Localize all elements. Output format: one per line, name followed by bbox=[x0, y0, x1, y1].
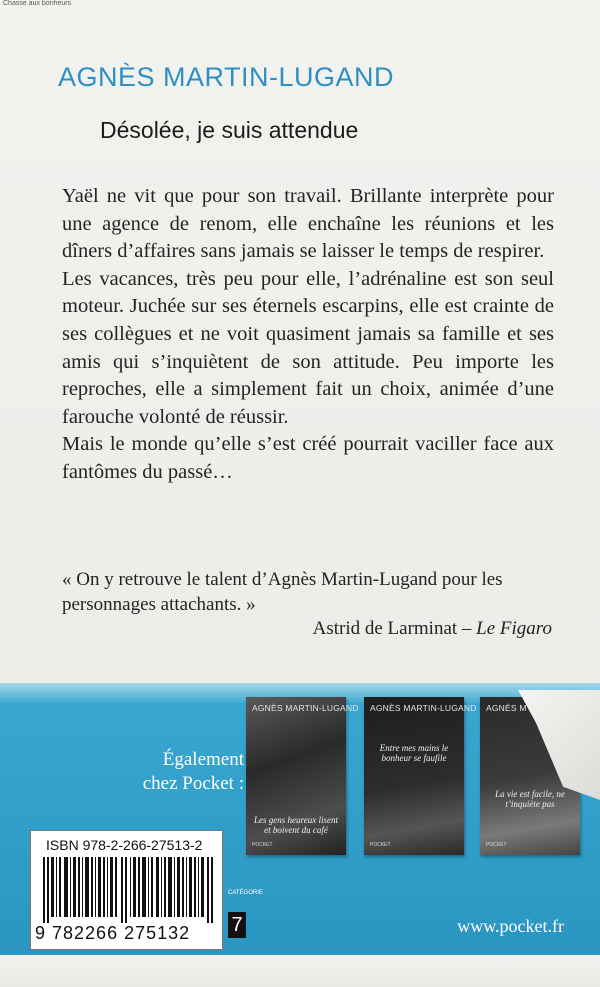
quote-attribution bbox=[313, 618, 552, 640]
pocket-logo: POCKET bbox=[370, 842, 391, 848]
category-value: 7 bbox=[228, 912, 246, 938]
quote-author: Astrid de Larminat – bbox=[312, 618, 477, 639]
book-thumbnail-author: AGNÈS MARTIN-LUGAND bbox=[252, 703, 359, 713]
summary-paragraph: Les vacances, très peu pour elle, l’adrénaline est son seul moteur. Juchée sur ses éternels escarpins, elle est crainte de ses collègues et ne voit quasiment jamais sa famille et ses amis qui s’inquiètent de son attitude. Peu importe les reproches, elle a simplement fait un choix, animée d’une farouche volonté de réussir. bbox=[62, 267, 554, 428]
watermark: Chasse aux bonheurs bbox=[3, 0, 72, 7]
ean-digits: 9 782266 275132 bbox=[35, 923, 191, 943]
pocket-logo: POCKET bbox=[486, 842, 507, 848]
also-available-label: Également chez Pocket : bbox=[142, 749, 244, 794]
press-quote: « On y retrouve le talent d’Agnès Martin-Lugand pour les personnages attachants. » bbox=[62, 569, 503, 615]
book-thumbnail bbox=[246, 697, 359, 855]
book-thumbnail bbox=[364, 697, 477, 855]
book-thumbnail-title: Les gens heureux lisent et boivent du café bbox=[254, 815, 338, 835]
book-thumbnail-author: AGNÈS MARTIN-LUGAND bbox=[370, 703, 477, 713]
summary bbox=[62, 183, 554, 487]
bottom-strip bbox=[0, 955, 600, 987]
book-thumbnail-title: La vie est facile, ne t’inquiète pas bbox=[495, 789, 565, 809]
barcode-graphic bbox=[43, 857, 213, 923]
summary-paragraph: Mais le monde qu’elle s’est créé pourrait vaciller face aux fantômes du passé… bbox=[62, 433, 554, 483]
book-title: Désolée, je suis attendue bbox=[100, 117, 359, 143]
category-label: CATÉGORIE bbox=[228, 890, 263, 896]
book-thumbnail-author: AGNÈS M bbox=[486, 703, 527, 713]
barcode-panel bbox=[30, 830, 223, 950]
publisher-website[interactable]: www.pocket.fr bbox=[457, 916, 564, 936]
summary-paragraph: Yaël ne vit que pour son travail. Brillante interprète pour une agence de renom, elle enchaîne les réunions et les dîners d’affaires sans jamais se laisser le temps de respirer. bbox=[62, 185, 554, 263]
book-thumbnail-title: Entre mes mains le bonheur se faufile bbox=[379, 743, 449, 763]
isbn-number: ISBN 978-2-266-27513-2 bbox=[46, 837, 203, 853]
pocket-logo: POCKET bbox=[252, 842, 273, 848]
author-name: AGNÈS MARTIN-LUGAND bbox=[58, 62, 395, 92]
quote-source: Le Figaro bbox=[476, 618, 552, 639]
